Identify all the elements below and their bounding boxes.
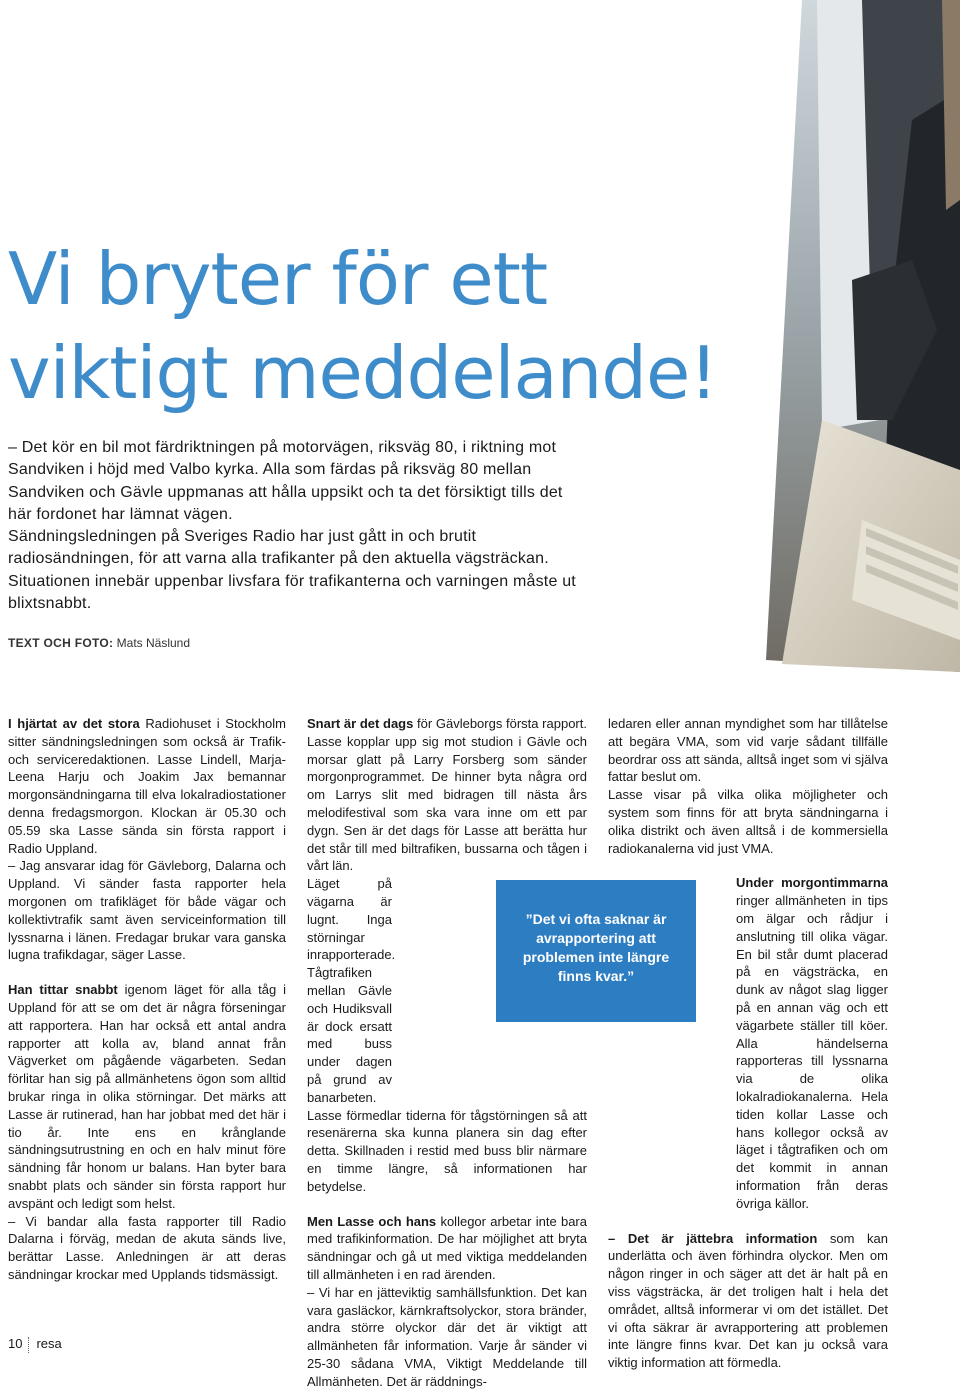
col3-lead-in-2: – Det är jättebra information: [608, 1230, 818, 1246]
col1-lead-in-2: Han tittar snabbt: [8, 982, 118, 998]
byline: [8, 636, 190, 650]
pull-quote: ”Det vi ofta saknar är avrapportering att problemen inte längre finns kvar.”: [496, 880, 696, 1022]
col3-paragraph-3-text: ringer allmänheten in tips om älgar och rådjur i anslutning till olika vägar. En bil står dumt placerad på en vägsträcka, en dunk av något slag ligger på en annan väg och ett vägarbete ställer till köer. Alla händelserna rapporteras till lyssnarna via de olika lokalradiokanalerna. Hela tiden kollar Lasse och hans kollegor också av läget i tågtrafiken och om det kommit in annan information från deras övriga källor.: [736, 893, 888, 1211]
headline: [8, 232, 768, 420]
lead-paragraph-1: – Det kör en bil mot färdriktningen på motorvägen, riksväg 80, i riktning mot Sandviken i höjd med Valbo kyrka. Alla som färdas på riksväg 80 mellan Sandviken och Gävle uppmanas att hålla uppsikt och ta det försiktigt tills det här fordonet har lämnat vägen.: [8, 439, 563, 523]
col3-paragraph-4: [608, 1230, 888, 1372]
col2-paragraph-4: [307, 1213, 587, 1284]
col1-paragraph-1: [8, 715, 286, 857]
col3-paragraph-2: Lasse visar på vilka olika möjligheter och system som finns för att bryta sändningarna i olika distrikt och även alltså i de kommersiella radiokanalerna vid just VMA.: [608, 787, 888, 856]
article-column-2: [307, 715, 587, 1390]
col1-lead-in: I hjärtat av det stora: [8, 716, 140, 731]
byline-label: TEXT OCH FOTO:: [8, 636, 114, 650]
photo-radio-studio: [762, 0, 960, 672]
lead-paragraph-2: Sändningsledningen på Sveriges Radio har just gått in och brutit radiosändningen, för att varna alla trafikanter på den aktuella vägsträckan. Situationen innebär uppenbar livsfara för trafikanterna och varningen måste ut blixtsnabbt.: [8, 528, 576, 613]
col2-paragraph-5: – Vi har en jätteviktig samhällsfunktion. Det kan vara gasläckor, kärnkraftsolyckor, stora bränder, andra större olyckor där det är viktigt att allmänheten får information. Varje år sänder vi 25-30 sådana VMA, Viktigt Meddelande till Allmänheten. Det är räddnings-: [307, 1284, 587, 1389]
page-number: 10: [8, 1336, 23, 1351]
col1-paragraph-4: – Vi bandar alla fasta rapporter till Radio Dalarna i förväg, medan de akuta sänds live, berättar Lasse. Anledningen är att deras sändningar krockar med Upplands tidsmässigt.: [8, 1213, 286, 1282]
article-column-1: [8, 715, 286, 1284]
col3-paragraph-4-text: som kan underlätta och även förhindra olyckor. Men om någon ringer in och säger att det är halt på en viss vägsträcka, är det troligen halt i hela det området, alltså informerar vi om det istället. Det vi ofta säkrar är avrapportering att problemen inte längre finns kvar. Det kan ju också vara viktig information att förmedla.: [608, 1230, 888, 1371]
col2-lead-in: Snart är det dags: [307, 716, 414, 731]
col2-paragraph-4-text: kollegor arbetar inte bara med trafikinformation. De har möjlighet att bryta sändningar och gå ut med viktiga meddelanden till allmänheten i en rad ärenden.: [307, 1213, 587, 1282]
section-name: resa: [36, 1336, 62, 1351]
col1-paragraph-1-text: Radiohuset i Stockholm sitter sändningsledningen som också är Trafik- och serviceredaktionen. Lasse Lindell, Marja-Leena Harju och Joakim Jax bemannar morgonsändningarna till elva lokalradiostationer denna fredagsmorgon. Klockan är 05.30 och 05.59 ska Lasse sända sin första rapport i Radio Uppland.: [8, 716, 286, 856]
col1-paragraph-3-text: igenom läget för alla tåg i Uppland för att se om det är några förseningar att rapportera. Han har också ett antal andra rapporter att kolla av, bland annat från Vägverket om pågående vägarbeten. Sedan förlitar han sig på allmänhetens ögon som alltid brukar ringa in olika störningar. Det märks att Lasse är rutinerad, han har jobbat med det här i tio år. Inte ens en krånglande sändningsutrustning en och en halv minut före sändning får honom ur balans. Han byter bara snabbt plats och sänder sin första rapport hur avspänt och ledigt som helst.: [8, 982, 286, 1211]
col1-paragraph-2: – Jag ansvarar idag för Gävleborg, Dalarna och Uppland. Vi sänder fasta rapporter hela morgonen om trafikläget för både vägar och kollektivtrafik samt även serviceinformation till lyssnarna i länen. Fredagar brukar vara ganska lugna trafikdagar, säger Lasse.: [8, 858, 286, 963]
col2-paragraph-2: Läget på vägarna är lugnt. Inga störningar inrapporterade. Tågtrafiken mellan Gävle och Hudiksvall är dock ersatt med buss under dagen på grund av banarbeten.: [307, 876, 396, 1105]
col1-paragraph-3: [8, 981, 286, 1212]
byline-name: Mats Näslund: [116, 636, 191, 650]
headline-line-2: viktigt meddelande!: [8, 331, 718, 415]
col2-paragraph-1-text: för Gävleborgs första rapport. Lasse kopplar upp sig mot studion i Gävle och morsar glatt på Larry Forsberg som sänder morgonprogrammet. De hinner byta några ord om Larrys slit med bidragen till nästa års melodifestival som ska vara inne om ett par dygn. Sen är det dags för Lasse att berätta hur det står till med biltrafiken, bussarna och tågen i vårt län.: [307, 716, 587, 874]
article-column-3: [608, 715, 888, 1372]
col2-paragraph-3: Lasse förmedlar tiderna för tågstörningen så att resenärerna ska kunna planera sin dag efter detta. Skillnaden i restid med buss blir närmare en timme längre, så informationen har betydelse.: [307, 1107, 587, 1194]
col2-lead-in-2: Men Lasse och hans: [307, 1213, 437, 1229]
headline-line-1: Vi bryter för ett: [8, 237, 548, 321]
footer-divider: [28, 1337, 30, 1353]
col3-lead-in: Under morgontimmarna: [736, 875, 888, 891]
col2-paragraph-1: [307, 715, 587, 875]
page-footer: [8, 1336, 62, 1353]
lead-paragraphs: [8, 437, 576, 615]
col3-paragraph-1: ledaren eller annan myndighet som har tillåtelse att begära VMA, som vid varje sådant tillfälle beordrar oss att sända, alltså inget som vi själva fattar beslut om.: [608, 716, 888, 785]
